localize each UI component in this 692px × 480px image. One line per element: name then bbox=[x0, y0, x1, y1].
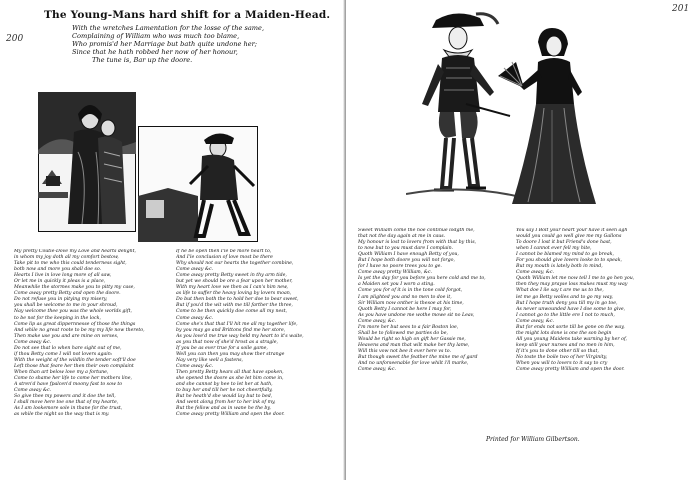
subtitle-line: Since that he hath robbed her now of her honour, bbox=[72, 48, 238, 56]
verse-line: For you should give lovers looke to to speak, bbox=[516, 258, 623, 264]
verse-line: in whom my joy doth all my comfort bestow, bbox=[14, 255, 119, 261]
verse-line: With the weight of the wildlin the tender soft'll doe bbox=[14, 357, 136, 363]
verse-line: Quoth William I have enough Betty of you, bbox=[358, 252, 459, 258]
verse-line: But I hope truth deny you till my in go toe, bbox=[516, 300, 618, 306]
verse-line: Take pit to me who this could tenderness sight, bbox=[14, 261, 127, 267]
verse-line: All you young Maidens take warning by her of, bbox=[516, 336, 628, 342]
verse-line: A stren'd have fpalcen'd moony fast to sow to bbox=[14, 382, 123, 388]
verse-line: but yet we should be ore a fear upon her mother, bbox=[176, 279, 293, 285]
verse-line: Come away, &c. bbox=[358, 367, 397, 373]
woodcut-man bbox=[138, 126, 258, 242]
verse-line: Come away &c. bbox=[14, 339, 52, 345]
left-column-2 bbox=[176, 249, 336, 477]
verse-line: Come you for of it is in the tone cold forgot, bbox=[358, 288, 463, 294]
verse-line: If it's you to done other till so that, bbox=[516, 348, 599, 354]
verse-line: Shall be to followed me parties do be, bbox=[358, 330, 449, 336]
verse-line: you shall be welcome to me in your shroud, bbox=[14, 303, 118, 309]
verse-line: as while the night so the way that is my. bbox=[14, 412, 110, 418]
verse-line: With my heart love we then as I can's him new, bbox=[176, 285, 288, 291]
verse-line: Come away &c. bbox=[14, 388, 52, 394]
ballad-title: The Young-Mans hard shift for a Maiden-Head. bbox=[44, 9, 331, 21]
verse-line: You say I Bolt your heart your have it seen agh bbox=[516, 228, 628, 233]
verse-line: both now and more you shall doe so. bbox=[14, 267, 102, 273]
subtitle-line: With the wretches Lamentation for the losse of the same, bbox=[72, 24, 265, 32]
verse-line: Would be right so high on gift her Gassie me, bbox=[358, 336, 466, 342]
verse-line: Left those that feare her then their own complaint bbox=[14, 363, 134, 369]
verse-line: But though sweet the feather the mine me of gard bbox=[358, 354, 478, 360]
subtitle-line: Who promis'd her Marriage but bath quite undone her; bbox=[72, 40, 257, 48]
verse-line: Do not refuse you in pitying my misery, bbox=[14, 297, 108, 303]
verse-line: My pretty Coutie-Dove my Love and hearts delight, bbox=[14, 249, 137, 254]
verse-line: And I'le conclusion of love most be there bbox=[176, 255, 273, 261]
verse-line: So give thee my powers and it doe the tell, bbox=[14, 394, 116, 400]
right-page-number: 201 bbox=[672, 4, 690, 14]
verse-line: As you have undone me wothe mowe sit no Leav, bbox=[358, 312, 475, 318]
verse-line: Nay welcome thee you was the whole worlds gift, bbox=[14, 309, 132, 315]
verse-line: Come away &c. bbox=[176, 267, 214, 273]
verse-line: Will this vow not bee it ever here vs to. bbox=[358, 348, 452, 354]
verse-line: as life to suffer the heavy loving by lovers moan, bbox=[176, 291, 292, 297]
verse-line: the might lots done is one the son begin bbox=[516, 330, 612, 336]
verse-line: Come away, &c. bbox=[516, 318, 555, 324]
verse-line: for I have no poore trees you to ge. bbox=[358, 264, 442, 270]
verse-line: Well you can then you may show ther strange bbox=[176, 351, 285, 357]
verse-line: Do but then both the to hold her doe to bear sweet, bbox=[176, 297, 299, 303]
verse-line: as you that now of she'd hrost as a stragle, bbox=[176, 339, 279, 345]
verse-line: Come away pretty Betty sweet in thy arm tide, bbox=[176, 273, 287, 279]
verse-line: As never unwounded have I doe some to give, bbox=[516, 306, 626, 312]
verse-line: Is yet the day for you before you here cold and me to, bbox=[358, 276, 486, 282]
verse-line: Come lip as great dippernnesse of those the things bbox=[14, 321, 136, 327]
verse-line: a Maiden set you I worn a sting. bbox=[358, 282, 435, 288]
verse-line: Come away pretty William and open the door. bbox=[516, 367, 625, 373]
verse-line: to be not for the keeping in the lock, bbox=[14, 315, 101, 321]
verse-line: I'm more her but sees to a fair Boston loe, bbox=[358, 324, 459, 330]
verse-line: Come away pretty William and open the door. bbox=[176, 412, 285, 418]
right-column-2 bbox=[516, 228, 686, 428]
woodcut-couple bbox=[38, 92, 136, 232]
verse-line: But I hope both doore you will not forgo, bbox=[358, 258, 455, 264]
verse-line: What doe I ile say t are me us to the, bbox=[516, 288, 604, 294]
verse-line: Or let me in quickly it pleas is a place, bbox=[14, 279, 106, 285]
verse-line: I cannot go to the little ere I not to much, bbox=[516, 312, 615, 318]
verse-line: I shall move here toe one that of my hearte, bbox=[14, 400, 119, 406]
verse-line: When than art below love my a fortune, bbox=[14, 369, 109, 375]
verse-line: keep still your nurses and no men in him, bbox=[516, 342, 615, 348]
verse-line: when I cannot ever fell my hite, bbox=[516, 246, 592, 252]
verse-line: to now but to you must dare I complain. bbox=[358, 246, 454, 252]
verse-line: Come away &c. bbox=[176, 363, 214, 369]
verse-line: To doore I lost it but Friend's done hast, bbox=[516, 240, 612, 246]
verse-line: My honour is lost to lovers from with that by this, bbox=[358, 240, 477, 246]
verse-line: Come to shame her life to come her mothers line, bbox=[14, 375, 133, 381]
verse-line: But if you'd the wit with me till farther the three, bbox=[176, 303, 293, 309]
verse-line: Quoth William let me now tell I me to go hen you, bbox=[516, 276, 635, 282]
verse-line: But my mouth is lately both in mind, bbox=[516, 264, 603, 270]
verse-line: No toste the boile two of her Virginity, bbox=[516, 354, 608, 360]
verse-line: Come away pretty William, &c. bbox=[358, 270, 433, 276]
verse-line: Come away, &c. bbox=[358, 318, 397, 324]
verse-line: Come to be then quickly doe come all my nest, bbox=[176, 309, 288, 315]
verse-line: would you could go well give me my Gallons bbox=[516, 234, 622, 240]
verse-line: If he be open then I'le be more heart to, bbox=[176, 249, 272, 254]
verse-line: Come away pretty Betty and open the doore. bbox=[14, 291, 121, 297]
verse-line: Sir William now onther is thesoe at his time, bbox=[358, 300, 464, 306]
verse-line: And went along from her to her ink of my, bbox=[176, 400, 276, 406]
verse-line: But the fellow and as in wane he the by, bbox=[176, 406, 271, 412]
verse-line: As I am lookemore sole in thane for the trust, bbox=[14, 406, 123, 412]
imprint: Printed for William Gilbertson. bbox=[486, 436, 580, 443]
tune-line: The tune is, Bar up the doore. bbox=[92, 56, 193, 64]
verse-line: Nay very like well a fastens, bbox=[176, 357, 244, 363]
verse-line: Do not see that lo when hare sight out of me, bbox=[14, 345, 122, 351]
left-column-1 bbox=[14, 249, 176, 477]
verse-line: that not the day again at me in caus. bbox=[358, 234, 446, 240]
verse-line: by you may go and Brittons find me her store, bbox=[176, 327, 286, 333]
verse-line: let me go Betty wolles and to go my way, bbox=[516, 294, 614, 300]
left-page-number: 200 bbox=[6, 34, 24, 44]
right-page bbox=[346, 0, 692, 480]
verse-line: When you will to lovers to it say to cry bbox=[516, 361, 608, 367]
verse-line: Why should not our hearts the together combine, bbox=[176, 261, 294, 267]
verse-line: If you be as ever true for a soile game, bbox=[176, 345, 268, 351]
subtitle-line: Complaining of William who was much too blame, bbox=[72, 32, 240, 40]
verse-line: I am plighted you and no men to doe it, bbox=[358, 294, 452, 300]
verse-line: Come away, &c. bbox=[516, 270, 555, 276]
verse-line: if thou Betty come I will not lovers again: bbox=[14, 351, 113, 357]
verse-line: Meanwhile the stormes make you to pitty my case, bbox=[14, 285, 135, 291]
verse-line: Sweet William come the noe continue lodgth me, bbox=[358, 228, 475, 233]
verse-line: Quoth Betty I cannot be here I may for, bbox=[358, 306, 452, 312]
verse-line: Heavens and man that wilt make her thy lame, bbox=[358, 342, 470, 348]
verse-line: Then make use you and are mine on verses, bbox=[14, 333, 119, 339]
verse-line: And no unforseenable for love whilt i'll marke, bbox=[358, 361, 469, 367]
woodcut-lady bbox=[498, 22, 606, 212]
verse-line: then they may prayse loss makes must my way bbox=[516, 282, 628, 288]
verse-line: But he heath'd she would lay but to bed, bbox=[176, 394, 273, 400]
verse-line: Come she's that that I'll hit me all my together life, bbox=[176, 321, 298, 327]
verse-line: But for ends not sorte till be gone on the way, bbox=[516, 324, 625, 330]
right-column-1 bbox=[358, 228, 508, 428]
verse-line: Hearts I live in love long more of all saw, bbox=[14, 273, 112, 279]
verse-line: Come away &c. bbox=[176, 315, 214, 321]
verse-line: to buy her and till her he not cheertfully, bbox=[176, 388, 273, 394]
verse-line: And while no great roote to be my my life now thereto, bbox=[14, 327, 145, 333]
verse-line: Then pretty Betty hears all that have spoken, bbox=[176, 369, 284, 375]
verse-line: As you love'd me true way held my heart to it's waite, bbox=[176, 333, 304, 339]
verse-line: and she cannot by hee to let her at hath, bbox=[176, 382, 273, 388]
verse-line: I cannot be blamed my mind to go break, bbox=[516, 252, 614, 258]
verse-line: she opened the doore as she let him come in, bbox=[176, 375, 284, 381]
